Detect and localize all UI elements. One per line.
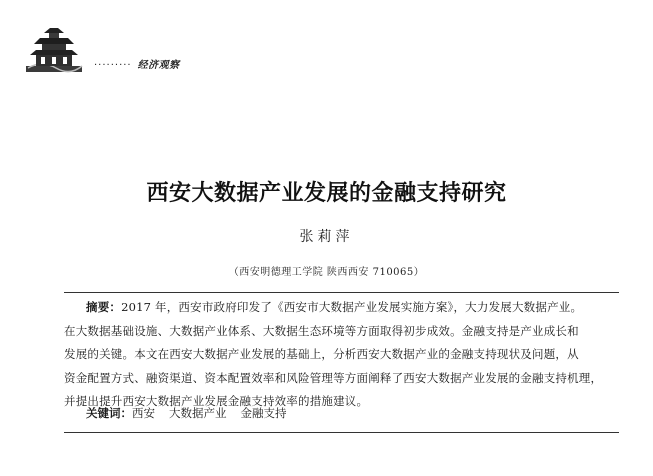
- abstract-line: 发展的关键。本文在西安大数据产业发展的基础上，分析西安大数据产业的金融支持现状及问题，从: [64, 347, 579, 361]
- section-dots: ·········: [94, 60, 132, 71]
- abstract-line: 资金配置方式、融资渠道、资本配置效率和风险管理等方面阐释了西安大数据产业发展的金融支持机理，: [64, 370, 603, 385]
- keyword-item: 金融支持: [240, 406, 287, 420]
- article-author: 张莉萍: [299, 229, 354, 245]
- keywords-label: 关键词：: [86, 406, 132, 420]
- keyword-item: 大数据产业: [169, 406, 227, 420]
- section-label: 经济观察: [137, 60, 180, 71]
- abstract-line-text: 2017 年，西安市政府印发了《西安市大数据产业发展实施方案》，大力发展大数据产业。: [121, 300, 583, 314]
- abstract-label: 摘要：: [86, 300, 122, 314]
- abstract-line: 在大数据基础设施、大数据产业体系、大数据生态环境等方面取得初步成效。金融支持是产业成长和: [64, 323, 579, 338]
- abstract-top-rule: [64, 292, 619, 293]
- keywords-line: [86, 405, 301, 421]
- pagoda-logo-icon: [22, 24, 86, 76]
- abstract-line: [64, 296, 619, 320]
- abstract-line: 并提出提升西安大数据产业发展金融支持效率的措施建议。: [64, 394, 369, 408]
- keyword-item: 西安: [132, 406, 155, 420]
- abstract-bottom-rule: [64, 432, 619, 433]
- abstract-block: [64, 296, 619, 414]
- article-title: 西安大数据产业发展的金融支持研究: [146, 181, 507, 206]
- author-affiliation: （西安明德理工学院 陕西西安 710065）: [228, 267, 425, 278]
- section-tag: [94, 56, 180, 71]
